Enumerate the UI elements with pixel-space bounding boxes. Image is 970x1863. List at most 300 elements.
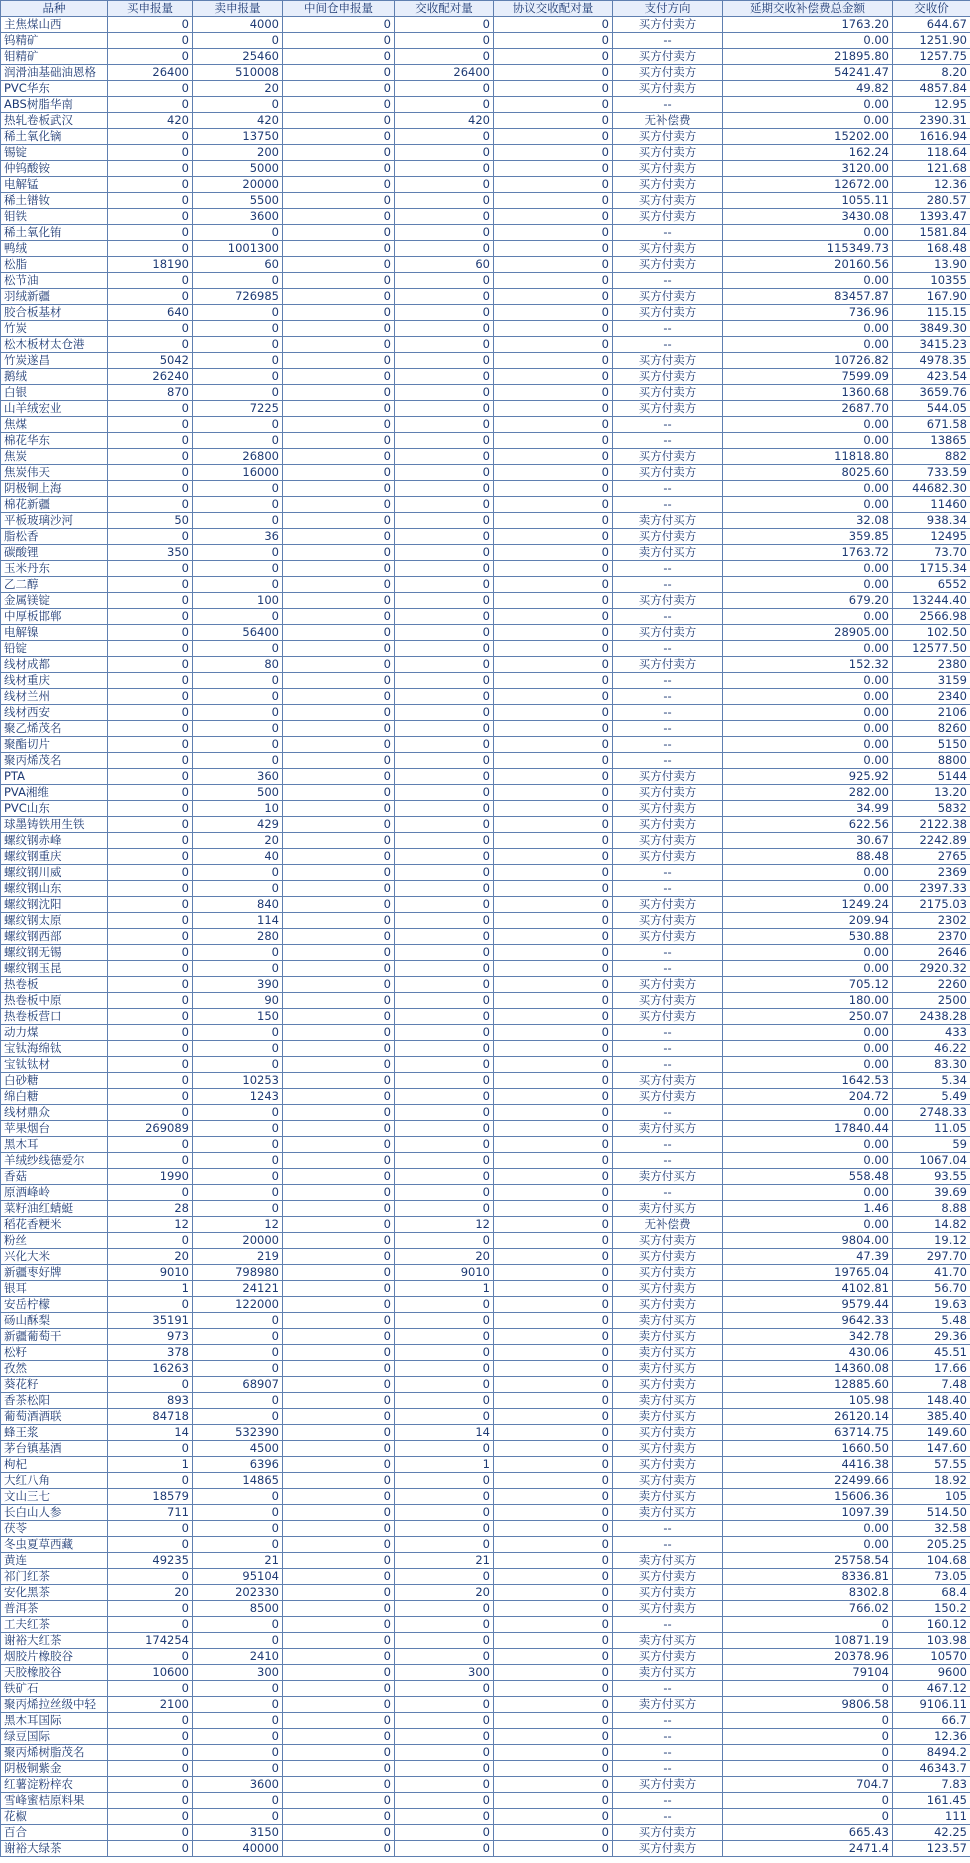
deferred-compensation-cell: 282.00 (723, 785, 893, 801)
delivery-matched-cell: 0 (395, 929, 494, 945)
payment-direction-cell: 买方付卖方 (613, 529, 723, 545)
table-row (1, 817, 970, 833)
sell-declared-cell: 0 (193, 1489, 283, 1505)
product-cell: 热卷板营口 (1, 1009, 108, 1025)
table-row (1, 161, 970, 177)
agreement-matched-cell: 0 (494, 1121, 613, 1137)
delivery-price-cell: 11460 (893, 497, 970, 513)
product-cell: 球墨铸铁用生铁 (1, 817, 108, 833)
intermediate-declared-cell: 0 (283, 817, 395, 833)
deferred-compensation-cell: 0 (723, 1617, 893, 1633)
intermediate-declared-cell: 0 (283, 65, 395, 81)
deferred-compensation-cell: 704.7 (723, 1777, 893, 1793)
agreement-matched-cell: 0 (494, 1377, 613, 1393)
buy-declared-cell: 0 (108, 1825, 193, 1841)
payment-direction-cell: -- (613, 1153, 723, 1169)
payment-direction-cell: 买方付卖方 (613, 289, 723, 305)
intermediate-declared-cell: 0 (283, 161, 395, 177)
header-payment-direction: 支付方向 (613, 1, 723, 17)
intermediate-declared-cell: 0 (283, 1233, 395, 1249)
agreement-matched-cell: 0 (494, 1521, 613, 1537)
sell-declared-cell: 0 (193, 753, 283, 769)
product-cell: 烟胶片橡胶谷 (1, 1649, 108, 1665)
buy-declared-cell: 640 (108, 305, 193, 321)
sell-declared-cell: 0 (193, 1537, 283, 1553)
sell-declared-cell: 0 (193, 385, 283, 401)
agreement-matched-cell: 0 (494, 1553, 613, 1569)
sell-declared-cell: 0 (193, 1521, 283, 1537)
product-cell: 松籽 (1, 1345, 108, 1361)
agreement-matched-cell: 0 (494, 17, 613, 33)
deferred-compensation-cell: 1660.50 (723, 1441, 893, 1457)
delivery-price-cell: 3159 (893, 673, 970, 689)
delivery-price-cell: 13865 (893, 433, 970, 449)
deferred-compensation-cell: 0.00 (723, 417, 893, 433)
product-cell: 葵花籽 (1, 1377, 108, 1393)
agreement-matched-cell: 0 (494, 1169, 613, 1185)
delivery-matched-cell: 0 (395, 1537, 494, 1553)
payment-direction-cell: -- (613, 337, 723, 353)
deferred-compensation-cell: 28905.00 (723, 625, 893, 641)
payment-direction-cell: 卖方付买方 (613, 1345, 723, 1361)
product-cell: 普洱茶 (1, 1601, 108, 1617)
intermediate-declared-cell: 0 (283, 81, 395, 97)
delivery-price-cell: 39.69 (893, 1185, 970, 1201)
agreement-matched-cell: 0 (494, 1137, 613, 1153)
agreement-matched-cell: 0 (494, 353, 613, 369)
buy-declared-cell: 0 (108, 97, 193, 113)
intermediate-declared-cell: 0 (283, 993, 395, 1009)
intermediate-declared-cell: 0 (283, 833, 395, 849)
sell-declared-cell: 219 (193, 1249, 283, 1265)
intermediate-declared-cell: 0 (283, 433, 395, 449)
sell-declared-cell: 0 (193, 561, 283, 577)
delivery-matched-cell: 0 (395, 1073, 494, 1089)
buy-declared-cell: 0 (108, 1041, 193, 1057)
buy-declared-cell: 0 (108, 481, 193, 497)
intermediate-declared-cell: 0 (283, 1137, 395, 1153)
agreement-matched-cell: 0 (494, 1345, 613, 1361)
payment-direction-cell: 卖方付买方 (613, 1553, 723, 1569)
delivery-price-cell: 8260 (893, 721, 970, 737)
table-row (1, 1313, 970, 1329)
delivery-matched-cell: 0 (395, 1681, 494, 1697)
sell-declared-cell: 4000 (193, 17, 283, 33)
intermediate-declared-cell: 0 (283, 1025, 395, 1041)
intermediate-declared-cell: 0 (283, 721, 395, 737)
intermediate-declared-cell: 0 (283, 1457, 395, 1473)
delivery-matched-cell: 0 (395, 641, 494, 657)
payment-direction-cell: -- (613, 321, 723, 337)
deferred-compensation-cell: 0.00 (723, 1185, 893, 1201)
buy-declared-cell: 0 (108, 17, 193, 33)
intermediate-declared-cell: 0 (283, 449, 395, 465)
sell-declared-cell: 0 (193, 1329, 283, 1345)
sell-declared-cell: 90 (193, 993, 283, 1009)
sell-declared-cell: 0 (193, 705, 283, 721)
delivery-matched-cell: 0 (395, 1009, 494, 1025)
agreement-matched-cell: 0 (494, 145, 613, 161)
delivery-price-cell: 2260 (893, 977, 970, 993)
table-row (1, 689, 970, 705)
payment-direction-cell: -- (613, 1793, 723, 1809)
table-row (1, 369, 970, 385)
delivery-matched-cell: 0 (395, 1633, 494, 1649)
agreement-matched-cell: 0 (494, 497, 613, 513)
table-row (1, 1361, 970, 1377)
deferred-compensation-cell: 0.00 (723, 337, 893, 353)
delivery-matched-cell: 0 (395, 897, 494, 913)
product-cell: 焦煤 (1, 417, 108, 433)
deferred-compensation-cell: 32.08 (723, 513, 893, 529)
sell-declared-cell: 510008 (193, 65, 283, 81)
delivery-price-cell: 280.57 (893, 193, 970, 209)
table-row (1, 465, 970, 481)
agreement-matched-cell: 0 (494, 1265, 613, 1281)
table-row (1, 1041, 970, 1057)
delivery-price-cell: 10570 (893, 1649, 970, 1665)
deferred-compensation-cell: 0 (723, 1729, 893, 1745)
sell-declared-cell: 0 (193, 1409, 283, 1425)
intermediate-declared-cell: 0 (283, 145, 395, 161)
agreement-matched-cell: 0 (494, 1825, 613, 1841)
delivery-price-cell: 147.60 (893, 1441, 970, 1457)
table-row (1, 913, 970, 929)
payment-direction-cell: 卖方付买方 (613, 513, 723, 529)
delivery-matched-cell: 0 (395, 209, 494, 225)
sell-declared-cell: 0 (193, 881, 283, 897)
delivery-price-cell: 45.51 (893, 1345, 970, 1361)
buy-declared-cell: 0 (108, 401, 193, 417)
agreement-matched-cell: 0 (494, 1681, 613, 1697)
buy-declared-cell: 0 (108, 929, 193, 945)
payment-direction-cell: 卖方付买方 (613, 1665, 723, 1681)
header-deferred-compensation: 延期交收补偿费总金额 (723, 1, 893, 17)
buy-declared-cell: 0 (108, 1569, 193, 1585)
payment-direction-cell: -- (613, 97, 723, 113)
intermediate-declared-cell: 0 (283, 1665, 395, 1681)
intermediate-declared-cell: 0 (283, 865, 395, 881)
table-row (1, 977, 970, 993)
buy-declared-cell: 0 (108, 81, 193, 97)
sell-declared-cell: 12 (193, 1217, 283, 1233)
agreement-matched-cell: 0 (494, 1665, 613, 1681)
delivery-price-cell: 2340 (893, 689, 970, 705)
sell-declared-cell: 0 (193, 1345, 283, 1361)
table-row (1, 1137, 970, 1153)
table-row (1, 769, 970, 785)
delivery-matched-cell: 0 (395, 1569, 494, 1585)
product-cell: ABS树脂华南 (1, 97, 108, 113)
table-row (1, 1665, 970, 1681)
agreement-matched-cell: 0 (494, 289, 613, 305)
payment-direction-cell: 买方付卖方 (613, 993, 723, 1009)
agreement-matched-cell: 0 (494, 545, 613, 561)
sell-declared-cell: 532390 (193, 1425, 283, 1441)
table-row (1, 1249, 970, 1265)
payment-direction-cell: 卖方付买方 (613, 1313, 723, 1329)
delivery-price-cell: 12.95 (893, 97, 970, 113)
intermediate-declared-cell: 0 (283, 593, 395, 609)
agreement-matched-cell: 0 (494, 513, 613, 529)
delivery-price-cell: 19.63 (893, 1297, 970, 1313)
delivery-price-cell: 11.05 (893, 1121, 970, 1137)
agreement-matched-cell: 0 (494, 305, 613, 321)
intermediate-declared-cell: 0 (283, 977, 395, 993)
sell-declared-cell: 80 (193, 657, 283, 673)
delivery-matched-cell: 0 (395, 129, 494, 145)
product-cell: 焦炭 (1, 449, 108, 465)
agreement-matched-cell: 0 (494, 1425, 613, 1441)
table-row (1, 753, 970, 769)
product-cell: 聚丙烯树脂茂名 (1, 1745, 108, 1761)
payment-direction-cell: 买方付卖方 (613, 369, 723, 385)
deferred-compensation-cell: 0 (723, 1761, 893, 1777)
buy-declared-cell: 0 (108, 289, 193, 305)
product-cell: 阴极铜紫金 (1, 1761, 108, 1777)
payment-direction-cell: 买方付卖方 (613, 1089, 723, 1105)
product-cell: 线材兰州 (1, 689, 108, 705)
agreement-matched-cell: 0 (494, 1505, 613, 1521)
buy-declared-cell: 0 (108, 1233, 193, 1249)
deferred-compensation-cell: 0.00 (723, 705, 893, 721)
table-row (1, 1601, 970, 1617)
table-row (1, 145, 970, 161)
delivery-matched-cell: 0 (395, 705, 494, 721)
table-row (1, 1297, 970, 1313)
product-cell: 胶合板基材 (1, 305, 108, 321)
payment-direction-cell: 买方付卖方 (613, 65, 723, 81)
delivery-price-cell: 5144 (893, 769, 970, 785)
intermediate-declared-cell: 0 (283, 465, 395, 481)
deferred-compensation-cell: 1.46 (723, 1201, 893, 1217)
deferred-compensation-cell: 1249.24 (723, 897, 893, 913)
table-row (1, 625, 970, 641)
table-row (1, 641, 970, 657)
product-cell: 工夫红茶 (1, 1617, 108, 1633)
delivery-matched-cell: 0 (395, 49, 494, 65)
table-row (1, 1441, 970, 1457)
intermediate-declared-cell: 0 (283, 129, 395, 145)
delivery-matched-cell: 0 (395, 321, 494, 337)
product-cell: PVC华东 (1, 81, 108, 97)
deferred-compensation-cell: 8302.8 (723, 1585, 893, 1601)
buy-declared-cell: 0 (108, 1809, 193, 1825)
intermediate-declared-cell: 0 (283, 225, 395, 241)
payment-direction-cell: 买方付卖方 (613, 1377, 723, 1393)
table-row (1, 1393, 970, 1409)
buy-declared-cell: 0 (108, 177, 193, 193)
delivery-price-cell: 544.05 (893, 401, 970, 417)
header-delivery-matched: 交收配对量 (395, 1, 494, 17)
product-cell: 宝钛钛材 (1, 1057, 108, 1073)
product-cell: 长白山人参 (1, 1505, 108, 1521)
delivery-price-cell: 5.48 (893, 1313, 970, 1329)
buy-declared-cell: 49235 (108, 1553, 193, 1569)
delivery-matched-cell: 0 (395, 513, 494, 529)
delivery-price-cell: 938.34 (893, 513, 970, 529)
payment-direction-cell: -- (613, 865, 723, 881)
intermediate-declared-cell: 0 (283, 353, 395, 369)
sell-declared-cell: 0 (193, 609, 283, 625)
buy-declared-cell: 1990 (108, 1169, 193, 1185)
table-row (1, 673, 970, 689)
product-cell: 聚酯切片 (1, 737, 108, 753)
buy-declared-cell: 0 (108, 1761, 193, 1777)
product-cell: PVA湘维 (1, 785, 108, 801)
intermediate-declared-cell: 0 (283, 577, 395, 593)
delivery-matched-cell: 1 (395, 1281, 494, 1297)
buy-declared-cell: 0 (108, 1793, 193, 1809)
payment-direction-cell: -- (613, 433, 723, 449)
delivery-matched-cell: 20 (395, 1585, 494, 1601)
delivery-price-cell: 104.68 (893, 1553, 970, 1569)
payment-direction-cell: 买方付卖方 (613, 49, 723, 65)
sell-declared-cell: 0 (193, 1745, 283, 1761)
buy-declared-cell: 0 (108, 817, 193, 833)
buy-declared-cell: 973 (108, 1329, 193, 1345)
agreement-matched-cell: 0 (494, 1809, 613, 1825)
delivery-price-cell: 3849.30 (893, 321, 970, 337)
deferred-compensation-cell: 0.00 (723, 497, 893, 513)
buy-declared-cell: 0 (108, 945, 193, 961)
deferred-compensation-cell: 2471.4 (723, 1841, 893, 1857)
payment-direction-cell: 买方付卖方 (613, 929, 723, 945)
payment-direction-cell: 买方付卖方 (613, 1585, 723, 1601)
payment-direction-cell: 买方付卖方 (613, 849, 723, 865)
deferred-compensation-cell: 0.00 (723, 33, 893, 49)
header-delivery-price: 交收价 (893, 1, 970, 17)
table-row (1, 849, 970, 865)
intermediate-declared-cell: 0 (283, 177, 395, 193)
delivery-matched-cell: 0 (395, 289, 494, 305)
delivery-price-cell: 1257.75 (893, 49, 970, 65)
sell-declared-cell: 0 (193, 689, 283, 705)
deferred-compensation-cell: 0.00 (723, 1217, 893, 1233)
intermediate-declared-cell: 0 (283, 529, 395, 545)
intermediate-declared-cell: 0 (283, 1809, 395, 1825)
product-cell: 茯苓 (1, 1521, 108, 1537)
sell-declared-cell: 16000 (193, 465, 283, 481)
product-cell: 粉丝 (1, 1233, 108, 1249)
sell-declared-cell: 0 (193, 1761, 283, 1777)
product-cell: 竹炭遂昌 (1, 353, 108, 369)
deferred-compensation-cell: 3430.08 (723, 209, 893, 225)
delivery-matched-cell: 0 (395, 577, 494, 593)
deferred-compensation-cell: 7599.09 (723, 369, 893, 385)
delivery-price-cell: 2302 (893, 913, 970, 929)
delivery-matched-cell: 0 (395, 1825, 494, 1841)
payment-direction-cell: 卖方付买方 (613, 1121, 723, 1137)
delivery-price-cell: 7.48 (893, 1377, 970, 1393)
payment-direction-cell: 买方付卖方 (613, 1281, 723, 1297)
payment-direction-cell: 买方付卖方 (613, 1297, 723, 1313)
table-row (1, 721, 970, 737)
buy-declared-cell: 0 (108, 1073, 193, 1089)
product-cell: 润滑油基础油恩格 (1, 65, 108, 81)
product-cell: 乙二醇 (1, 577, 108, 593)
table-row (1, 417, 970, 433)
delivery-price-cell: 13244.40 (893, 593, 970, 609)
intermediate-declared-cell: 0 (283, 193, 395, 209)
delivery-price-cell: 1715.34 (893, 561, 970, 577)
delivery-matched-cell: 0 (395, 1185, 494, 1201)
product-cell: 棉花华东 (1, 433, 108, 449)
payment-direction-cell: 买方付卖方 (613, 801, 723, 817)
sell-declared-cell: 0 (193, 1185, 283, 1201)
agreement-matched-cell: 0 (494, 1537, 613, 1553)
product-cell: 红薯淀粉梓农 (1, 1777, 108, 1793)
table-row (1, 1105, 970, 1121)
intermediate-declared-cell: 0 (283, 321, 395, 337)
agreement-matched-cell: 0 (494, 433, 613, 449)
buy-declared-cell: 0 (108, 1105, 193, 1121)
product-cell: 聚乙烯茂名 (1, 721, 108, 737)
sell-declared-cell: 360 (193, 769, 283, 785)
table-row (1, 1505, 970, 1521)
payment-direction-cell: 买方付卖方 (613, 1569, 723, 1585)
delivery-price-cell: 2765 (893, 849, 970, 865)
delivery-matched-cell: 0 (395, 1521, 494, 1537)
delivery-matched-cell: 14 (395, 1425, 494, 1441)
buy-declared-cell: 0 (108, 49, 193, 65)
delivery-matched-cell: 0 (395, 1441, 494, 1457)
buy-declared-cell: 0 (108, 961, 193, 977)
table-row (1, 257, 970, 273)
delivery-price-cell: 2106 (893, 705, 970, 721)
delivery-price-cell: 205.25 (893, 1537, 970, 1553)
intermediate-declared-cell: 0 (283, 209, 395, 225)
buy-declared-cell: 0 (108, 737, 193, 753)
buy-declared-cell: 0 (108, 1473, 193, 1489)
deferred-compensation-cell: 9579.44 (723, 1297, 893, 1313)
intermediate-declared-cell: 0 (283, 657, 395, 673)
payment-direction-cell: -- (613, 1809, 723, 1825)
product-cell: 玉米丹东 (1, 561, 108, 577)
delivery-matched-cell: 0 (395, 497, 494, 513)
delivery-matched-cell: 0 (395, 145, 494, 161)
table-row (1, 1729, 970, 1745)
table-row (1, 945, 970, 961)
buy-declared-cell: 0 (108, 753, 193, 769)
delivery-matched-cell: 0 (395, 161, 494, 177)
sell-declared-cell: 798980 (193, 1265, 283, 1281)
delivery-matched-cell: 0 (395, 1313, 494, 1329)
deferred-compensation-cell: 15202.00 (723, 129, 893, 145)
delivery-price-cell: 6552 (893, 577, 970, 593)
delivery-price-cell: 2920.32 (893, 961, 970, 977)
sell-declared-cell: 0 (193, 961, 283, 977)
buy-declared-cell: 0 (108, 785, 193, 801)
table-row (1, 129, 970, 145)
product-cell: 葡萄酒酒联 (1, 1409, 108, 1425)
delivery-matched-cell: 20 (395, 1249, 494, 1265)
sell-declared-cell: 0 (193, 97, 283, 113)
product-cell: 螺纹钢无锡 (1, 945, 108, 961)
product-cell: 稀土氧化镝 (1, 129, 108, 145)
agreement-matched-cell: 0 (494, 1201, 613, 1217)
agreement-matched-cell: 0 (494, 721, 613, 737)
product-cell: 聚丙烯茂名 (1, 753, 108, 769)
product-cell: 电解镍 (1, 625, 108, 641)
delivery-matched-cell: 0 (395, 1777, 494, 1793)
buy-declared-cell: 0 (108, 129, 193, 145)
deferred-compensation-cell: 14360.08 (723, 1361, 893, 1377)
payment-direction-cell: 买方付卖方 (613, 145, 723, 161)
agreement-matched-cell: 0 (494, 1729, 613, 1745)
product-cell: 安化黑茶 (1, 1585, 108, 1601)
deferred-compensation-cell: 9642.33 (723, 1313, 893, 1329)
